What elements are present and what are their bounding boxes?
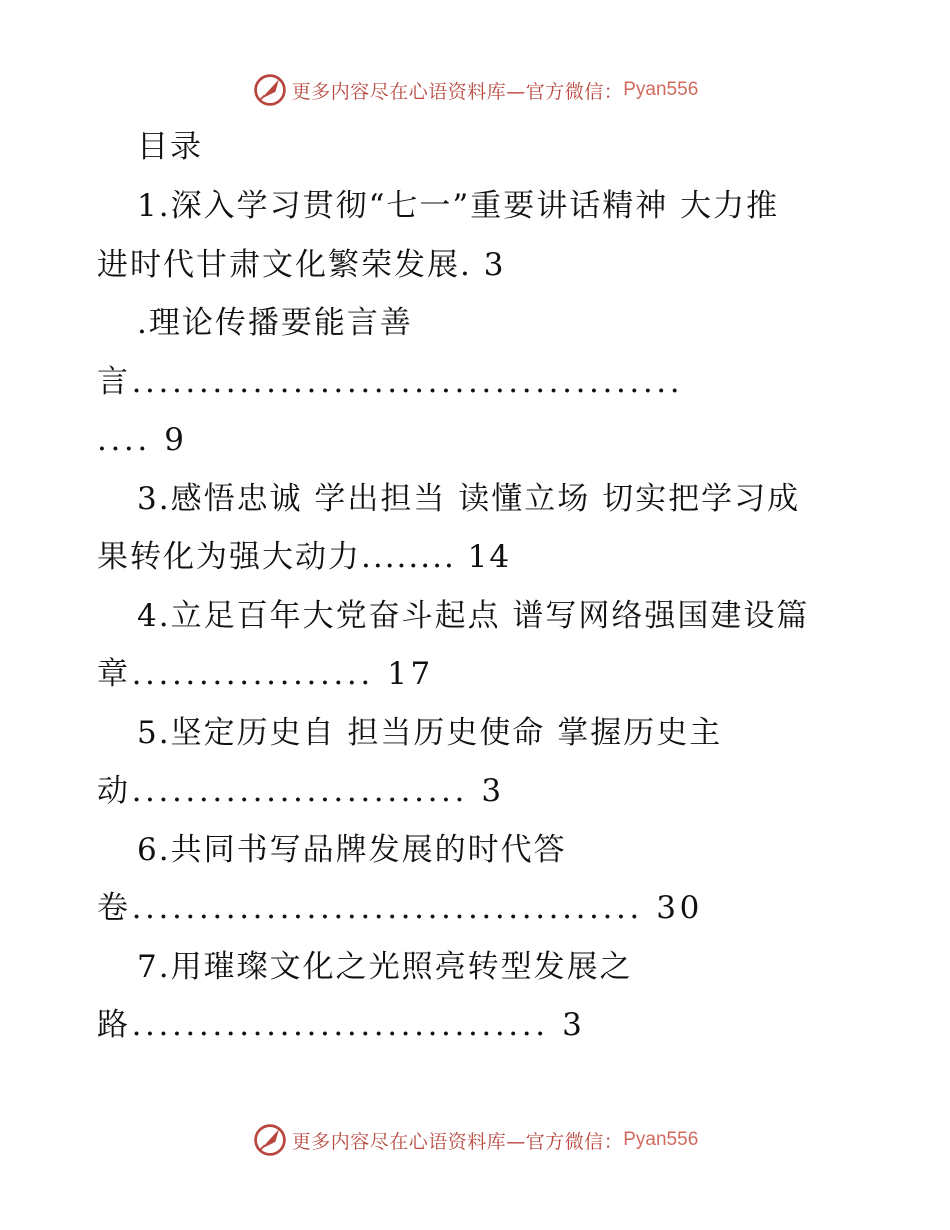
quill-pen-logo-icon (252, 1122, 288, 1158)
footer-watermark-banner (0, 1120, 950, 1160)
toc-line-13: 卷...................................... 30 (97, 890, 703, 926)
toc-line-4: 言......................................... (97, 364, 684, 400)
toc-line-9: 章.................. 17 (97, 656, 434, 692)
toc-line-15: 路............................... 3 (97, 1007, 586, 1043)
banner-wechat-id: Pyan556 (623, 1129, 699, 1150)
toc-heading: 目录 (137, 129, 203, 165)
quill-pen-logo-icon (252, 72, 288, 108)
toc-line-5: .... 9 (97, 422, 188, 458)
header-watermark-banner (0, 70, 950, 110)
toc-line-12: 6.共同书写品牌发展的时代答 (137, 832, 567, 868)
toc-line-3: .理论传播要能言善 (137, 305, 413, 341)
toc-line-11: 动......................... 3 (97, 773, 505, 809)
toc-line-6: 3.感悟忠诚 学出担当 读懂立场 切实把学习成 (137, 481, 801, 517)
banner-text: 更多内容尽在心语资料库—官方微信： (291, 80, 624, 103)
toc-line-2: 进时代甘肃文化繁荣发展. 3 (97, 247, 506, 283)
toc-line-1: 1.深入学习贯彻“七一”重要讲话精神 大力推 (137, 188, 780, 224)
toc-line-7: 果转化为强大动力........ 14 (97, 539, 512, 575)
toc-line-14: 7.用璀璨文化之光照亮转型发展之 (137, 949, 633, 985)
toc-line-10: 5.坚定历史自 担当历史使命 掌握历史主 (137, 715, 723, 751)
banner-text: 更多内容尽在心语资料库—官方微信： (291, 1130, 624, 1153)
banner-wechat-id: Pyan556 (623, 79, 699, 100)
toc-line-8: 4.立足百年大党奋斗起点 谱写网络强国建设篇 (137, 598, 810, 634)
